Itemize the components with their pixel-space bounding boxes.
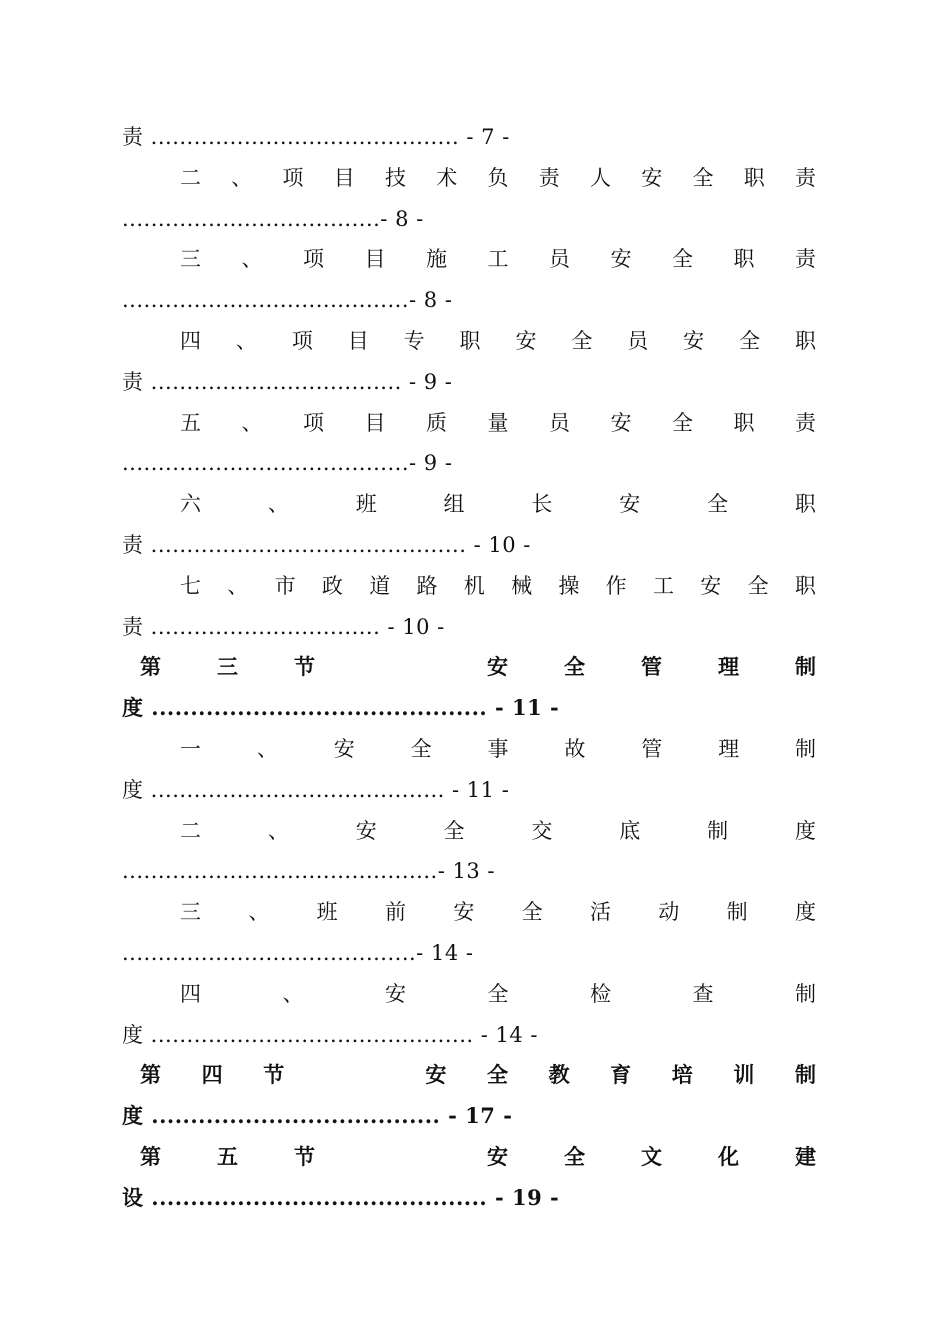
title-char: 全 (692, 165, 714, 190)
title-char: 事 (487, 737, 509, 761)
toc-entry-title (180, 321, 816, 361)
toc-leader-text: 责 ............................................ - 10 - (122, 533, 531, 557)
title-char (371, 1137, 431, 1177)
toc-leader-text: 度 ..................................... - 17 - (122, 1103, 513, 1129)
toc-entry-title (180, 811, 816, 851)
title-char: 培 (671, 1062, 693, 1088)
title-char: 、 (267, 818, 289, 843)
title-char: 制 (795, 737, 816, 761)
title-char: 理 (718, 737, 740, 761)
title-char: 员 (627, 329, 649, 353)
title-char: 第 (140, 654, 161, 680)
title-char: 建 (795, 1144, 816, 1169)
title-char: 安 (333, 737, 355, 761)
title-char: 全 (672, 410, 693, 435)
title-char: 第 (140, 1144, 161, 1169)
title-char: 三 (180, 900, 201, 925)
title-char: 职 (794, 329, 816, 353)
title-char: 制 (795, 654, 816, 680)
toc-leader-text: 责 ................................... - 9 - (122, 369, 453, 394)
title-char: 育 (610, 1062, 632, 1088)
title-char: 专 (403, 329, 425, 353)
toc-leader-text: 度 ............................................. - 14 - (122, 1022, 539, 1047)
toc-entry-title (180, 566, 816, 606)
toc-leader-line (122, 933, 816, 973)
title-char: 五 (217, 1144, 238, 1169)
title-char: 全 (571, 329, 593, 353)
title-char: 机 (463, 573, 485, 598)
toc-leader-line (122, 1096, 816, 1136)
title-char: 制 (795, 981, 816, 1006)
title-char: 职 (733, 410, 755, 435)
title-char: 员 (549, 410, 570, 435)
title-char: 术 (436, 165, 458, 190)
title-char: 节 (263, 1062, 285, 1088)
title-char: 、 (241, 410, 263, 435)
toc-leader-text: .........................................- 14 - (122, 941, 474, 965)
title-char: 目 (364, 410, 386, 435)
title-char: 目 (333, 165, 355, 190)
title-char: 安 (683, 329, 705, 353)
title-char: 人 (590, 165, 611, 190)
title-char: 四 (201, 1062, 223, 1088)
title-char: 度 (794, 818, 816, 843)
title-char: 制 (726, 900, 748, 925)
title-char: 量 (487, 410, 509, 435)
title-char: 全 (487, 981, 509, 1006)
title-char: 目 (364, 247, 386, 272)
title-char: 教 (548, 1062, 570, 1088)
title-char: 训 (733, 1062, 755, 1088)
title-char: 节 (294, 1144, 315, 1169)
title-char: 安 (515, 329, 537, 353)
title-char: 全 (443, 818, 465, 843)
title-char: 安 (641, 165, 663, 190)
title-char: 故 (564, 737, 586, 761)
toc-entry-title (180, 239, 816, 279)
toc-leader-line (122, 525, 816, 565)
toc-entry-title (180, 892, 816, 932)
title-char: 、 (235, 329, 257, 353)
title-char: 、 (248, 900, 270, 925)
title-char: 职 (743, 165, 765, 190)
title-char: 第 (140, 1062, 161, 1088)
title-char: 责 (795, 247, 816, 272)
title-char: 节 (294, 654, 315, 680)
title-char: 长 (531, 492, 553, 517)
title-char: 活 (589, 900, 611, 925)
toc-leader-text: 度 ......................................... - 11 - (122, 777, 510, 802)
toc-leader-text: ............................................- 13 - (122, 859, 495, 884)
title-char: 项 (303, 247, 324, 272)
title-char: 项 (303, 410, 324, 435)
title-char: 查 (692, 981, 714, 1006)
toc-leader-text: 责 ........................................... - 7 - (122, 125, 510, 149)
title-char: 全 (747, 573, 769, 598)
title-char: 全 (521, 900, 543, 925)
title-char: 责 (795, 165, 816, 190)
title-char: 目 (347, 329, 369, 353)
title-char: 化 (718, 1144, 739, 1169)
title-char: 作 (605, 573, 627, 598)
title-char: 项 (282, 165, 304, 190)
title-char: 度 (794, 900, 816, 925)
title-char: 职 (459, 329, 481, 353)
title-char (325, 1055, 385, 1095)
title-char: 安 (355, 818, 377, 843)
toc-leader-line (122, 199, 816, 239)
title-char: 组 (443, 492, 465, 517)
title-char: 、 (256, 737, 278, 761)
title-char: 安 (425, 1062, 447, 1088)
title-char: 道 (369, 573, 391, 598)
title-char: 员 (549, 247, 570, 272)
toc-leader-line (122, 851, 816, 891)
toc-leader-line (122, 770, 816, 810)
title-char: 全 (672, 247, 693, 272)
title-char: 施 (426, 247, 447, 272)
title-char: 管 (641, 737, 663, 761)
title-char: 动 (658, 900, 680, 925)
toc-leader-line (122, 1015, 816, 1055)
title-char: 、 (241, 247, 263, 272)
toc-entry-title (180, 974, 816, 1014)
title-char: 交 (531, 818, 553, 843)
title-char: 二 (180, 165, 201, 190)
title-char: 四 (180, 329, 201, 353)
toc-leader-text: ........................................- 9 - (122, 451, 453, 476)
title-char: 路 (416, 573, 438, 598)
title-char: 一 (180, 737, 201, 761)
title-char: 全 (410, 737, 432, 761)
title-char: 六 (180, 492, 201, 517)
toc-leader-text: 度 ........................................... - 11 - (122, 695, 560, 721)
title-char: 械 (511, 573, 533, 598)
toc-section-title (140, 1137, 816, 1177)
title-char: 政 (321, 573, 343, 598)
toc-section-title (140, 1055, 816, 1095)
title-char: 技 (385, 165, 406, 190)
toc-entry-title (180, 484, 816, 524)
title-char: 安 (619, 492, 641, 517)
title-char: 全 (564, 1144, 585, 1169)
toc-leader-text: 责 ................................ - 10 - (122, 614, 445, 639)
toc-entry-title (180, 158, 816, 198)
title-char: 市 (274, 573, 296, 598)
title-char: 项 (291, 329, 313, 353)
title-char: 工 (487, 247, 509, 272)
title-char: 理 (718, 654, 739, 680)
title-char: 、 (227, 573, 249, 598)
title-char: 安 (487, 1144, 508, 1169)
title-char: 职 (794, 573, 816, 598)
title-char: 、 (267, 492, 289, 517)
toc-leader-line (122, 443, 816, 483)
title-char: 职 (794, 492, 816, 517)
title-char: 、 (282, 981, 304, 1006)
title-char: 全 (739, 329, 761, 353)
title-char: 三 (180, 247, 201, 272)
title-char: 制 (707, 818, 729, 843)
title-char: 全 (564, 654, 585, 680)
title-char: 二 (180, 818, 201, 843)
title-char: 前 (384, 900, 406, 925)
title-char: 五 (180, 410, 201, 435)
title-char: 管 (641, 654, 662, 680)
toc-section-title (140, 647, 816, 687)
title-char: 安 (700, 573, 722, 598)
title-char: 责 (538, 165, 560, 190)
title-char: 工 (652, 573, 674, 598)
title-char: 安 (487, 654, 508, 680)
title-char: 四 (180, 981, 201, 1006)
title-char: 安 (453, 900, 475, 925)
title-char: 安 (385, 981, 406, 1006)
title-char: 责 (795, 410, 816, 435)
toc-leader-line (122, 607, 816, 647)
title-char: 、 (231, 165, 253, 190)
title-char: 底 (619, 818, 641, 843)
toc-leader-line (122, 688, 816, 728)
toc-leader-line (122, 280, 816, 320)
title-char: 安 (610, 410, 632, 435)
title-char: 三 (217, 654, 238, 680)
toc-entry-title (180, 729, 816, 769)
title-char: 七 (180, 573, 201, 598)
title-char: 检 (590, 981, 611, 1006)
title-char: 班 (316, 900, 338, 925)
title-char: 质 (426, 410, 447, 435)
title-char: 全 (707, 492, 729, 517)
toc-entry-title (180, 403, 816, 443)
title-char: 职 (733, 247, 755, 272)
title-char: 班 (355, 492, 377, 517)
toc-leader-text: 设 ........................................... - 19 - (122, 1184, 560, 1210)
title-char: 文 (641, 1144, 662, 1169)
title-char: 制 (794, 1062, 816, 1088)
title-char: 负 (487, 165, 509, 190)
title-char: 安 (610, 247, 632, 272)
toc-leader-text: ........................................- 8 - (122, 288, 453, 313)
title-char: 全 (486, 1062, 508, 1088)
title-char: 操 (558, 573, 580, 598)
toc-leader-text: ....................................- 8 - (122, 206, 424, 231)
title-char (371, 647, 431, 687)
toc-leader-line (122, 1178, 816, 1218)
toc-leader-line (122, 362, 816, 402)
toc-leader-line (122, 117, 816, 157)
